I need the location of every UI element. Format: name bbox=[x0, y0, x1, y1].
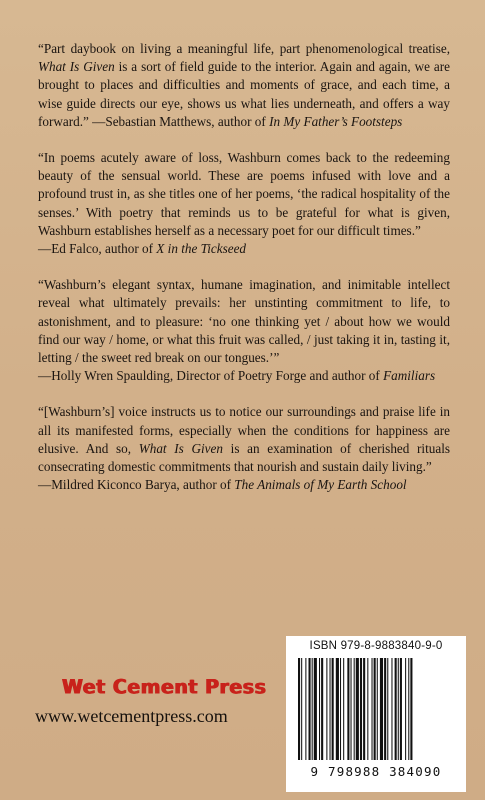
barcode-bar bbox=[408, 658, 409, 760]
blurb-barya bbox=[38, 403, 450, 494]
isbn-label: ISBN 979-8-9883840-9-0 bbox=[309, 640, 443, 652]
blurb-quote: “Part daybook on living a meaningful life, part phenomenological treatise, What Is Given is a sort of field guide to the interior. Again and again, we are brought to places and difficulties and moments of grace, and each time, a wise guide directs our eye, shows us what lies underneath, and offers a way forward.” —Sebastian Matthews, author of In My Father’s Footsteps bbox=[38, 41, 450, 129]
isbn-barcode bbox=[286, 636, 466, 792]
blurb-spaulding bbox=[38, 276, 450, 385]
barcode-bar bbox=[398, 658, 399, 760]
blurb-falco bbox=[38, 149, 450, 258]
blurb-quote: “[Washburn’s] voice instructs us to notice our surroundings and praise life in all its manifested forms, especially when the conditions for happiness are elusive. And so, What Is Given is an examination of cherished rituals consecrating domestic commitments that nourish and sustain daily living.” bbox=[38, 404, 451, 475]
barcode-bar bbox=[321, 658, 323, 760]
barcode-bar bbox=[343, 658, 344, 760]
barcode-bars bbox=[296, 658, 456, 764]
barcode-bar bbox=[354, 658, 355, 760]
barcode-digits: 9 798988 384090 bbox=[310, 764, 442, 779]
barcode-bar bbox=[391, 658, 392, 760]
barcode-bar bbox=[374, 658, 376, 760]
publisher-url[interactable]: www.wetcementpress.com bbox=[35, 706, 228, 726]
barcode-bar bbox=[400, 658, 402, 760]
barcode-bar bbox=[395, 658, 397, 760]
blurbs bbox=[38, 40, 450, 512]
blurb-attribution: —Holly Wren Spaulding, Director of Poetry Forge and author of Familiars bbox=[38, 368, 436, 384]
barcode-bar bbox=[367, 658, 368, 760]
blurb-matthews bbox=[38, 40, 450, 131]
barcode-bar bbox=[387, 658, 388, 760]
barcode-bar bbox=[377, 658, 378, 760]
blurb-quote: “In poems acutely aware of loss, Washburn comes back to the redeeming beauty of the sensual world. These are poems infused with love and a profound trust in, as she titles one of her poems, ‘the radical hospitality of the senses.’ With poetry that reminds us to be grateful for what is given, Washburn establishes herself as a necessary poet for our difficult times.” bbox=[38, 150, 450, 238]
barcode-bar bbox=[314, 658, 317, 760]
barcode-bar bbox=[410, 658, 412, 760]
barcode-bar bbox=[319, 658, 320, 760]
barcode-bar bbox=[326, 658, 327, 760]
barcode-bar bbox=[363, 658, 365, 760]
barcode-bar bbox=[298, 658, 300, 760]
blurb-quote: “Washburn’s elegant syntax, humane imagination, and inimitable intellect reveal what ultimately prevails: her unstinting commitment to life, to astonishment, and to pleasure: ‘no one thinking yet / about how we would find our way / home, or what this fruit was called, / just taking it in, tasting it, letting / the sweet red break on our tongues.’” bbox=[38, 277, 450, 366]
blurb-attribution: —Ed Falco, author of X in the Tickseed bbox=[38, 241, 247, 257]
barcode-bar bbox=[309, 658, 311, 760]
barcode-bar bbox=[360, 658, 362, 760]
blurb-attribution: —Mildred Kiconco Barya, author of The Animals of My Earth School bbox=[38, 477, 407, 493]
barcode-bar bbox=[340, 658, 341, 760]
barcode-bar bbox=[301, 658, 302, 760]
barcode-bar bbox=[380, 658, 383, 760]
barcode-bar bbox=[384, 658, 386, 760]
barcode-bar bbox=[372, 658, 373, 760]
barcode-bar bbox=[305, 658, 306, 760]
barcode-bar bbox=[405, 658, 406, 760]
barcode-bar bbox=[351, 658, 352, 760]
publisher-logo: Wet Cement Press bbox=[62, 675, 267, 699]
barcode-bar bbox=[332, 658, 334, 760]
barcode-bar bbox=[356, 658, 359, 760]
barcode-bar bbox=[330, 658, 331, 760]
barcode-bar bbox=[312, 658, 313, 760]
barcode-bar bbox=[336, 658, 339, 760]
barcode-bar bbox=[347, 658, 349, 760]
